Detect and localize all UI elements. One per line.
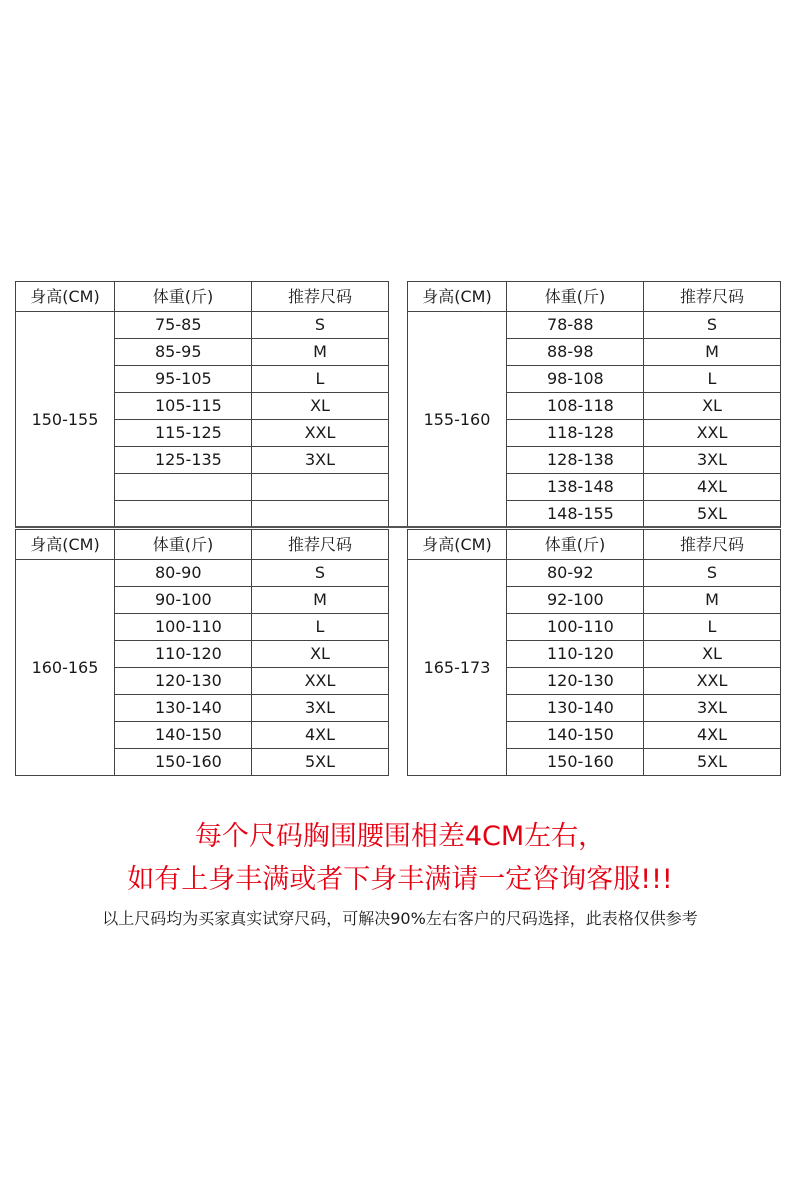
size-cell: 3XL (644, 447, 781, 474)
size-cell: XXL (644, 420, 781, 447)
weight-cell: 128-138 (507, 447, 644, 474)
weight-cell: 130-140 (115, 695, 252, 722)
header-size: 推荐尺码 (252, 282, 389, 312)
size-cell: M (644, 339, 781, 366)
size-cell: XL (644, 393, 781, 420)
size-cell: 4XL (644, 722, 781, 749)
header-weight: 体重(斤) (507, 530, 644, 560)
weight-cell: 120-130 (507, 668, 644, 695)
header-size: 推荐尺码 (252, 530, 389, 560)
weight-cell: 140-150 (115, 722, 252, 749)
header-height: 身高(CM) (408, 282, 507, 312)
weight-cell: 150-160 (115, 749, 252, 776)
weight-cell: 80-92 (507, 560, 644, 587)
table-row (16, 312, 389, 339)
weight-cell: 88-98 (507, 339, 644, 366)
table-header-row (408, 530, 781, 560)
size-cell: XXL (644, 668, 781, 695)
notice-line-1: 每个尺码胸围腰围相差4CM左右， (194, 821, 606, 852)
disclaimer-text: 以上尺码均为买家真实试穿尺码，可解决90%左右客户的尺码选择，此表格仅供参考 (102, 909, 698, 928)
size-cell: M (252, 587, 389, 614)
weight-cell: 115-125 (115, 420, 252, 447)
height-range-cell: 160-165 (16, 560, 115, 776)
size-cell: XL (252, 393, 389, 420)
size-cell (252, 501, 389, 528)
header-height: 身高(CM) (408, 530, 507, 560)
size-cell: M (644, 587, 781, 614)
size-cell: 5XL (252, 749, 389, 776)
weight-cell: 105-115 (115, 393, 252, 420)
table-header-row (408, 282, 781, 312)
weight-cell (115, 474, 252, 501)
header-weight: 体重(斤) (115, 282, 252, 312)
size-cell: XL (644, 641, 781, 668)
weight-cell: 138-148 (507, 474, 644, 501)
header-weight: 体重(斤) (507, 282, 644, 312)
weight-cell: 125-135 (115, 447, 252, 474)
weight-cell: 80-90 (115, 560, 252, 587)
header-size: 推荐尺码 (644, 530, 781, 560)
size-cell: L (644, 366, 781, 393)
weight-cell: 118-128 (507, 420, 644, 447)
size-cell: 5XL (644, 749, 781, 776)
height-range-cell: 165-173 (408, 560, 507, 776)
size-table-150-155 (15, 281, 389, 528)
weight-cell: 100-110 (507, 614, 644, 641)
size-cell: 5XL (644, 501, 781, 528)
size-cell: M (252, 339, 389, 366)
header-weight: 体重(斤) (115, 530, 252, 560)
size-table-160-165 (15, 529, 389, 776)
size-cell: 3XL (644, 695, 781, 722)
size-cell: 4XL (644, 474, 781, 501)
height-range-cell: 150-155 (16, 312, 115, 528)
size-cell: L (644, 614, 781, 641)
weight-cell: 90-100 (115, 587, 252, 614)
size-cell: XXL (252, 668, 389, 695)
weight-cell: 92-100 (507, 587, 644, 614)
table-header-row (16, 530, 389, 560)
weight-cell (115, 501, 252, 528)
weight-cell: 85-95 (115, 339, 252, 366)
weight-cell: 98-108 (507, 366, 644, 393)
table-row (408, 312, 781, 339)
height-range-cell: 155-160 (408, 312, 507, 528)
weight-cell: 95-105 (115, 366, 252, 393)
weight-cell: 130-140 (507, 695, 644, 722)
table-row (16, 560, 389, 587)
table-divider (15, 526, 780, 528)
weight-cell: 110-120 (115, 641, 252, 668)
size-cell: L (252, 614, 389, 641)
weight-cell: 78-88 (507, 312, 644, 339)
header-height: 身高(CM) (16, 530, 115, 560)
weight-cell: 148-155 (507, 501, 644, 528)
size-cell: S (252, 312, 389, 339)
size-cell: S (644, 560, 781, 587)
weight-cell: 100-110 (115, 614, 252, 641)
weight-cell: 75-85 (115, 312, 252, 339)
weight-cell: 110-120 (507, 641, 644, 668)
size-cell: XXL (252, 420, 389, 447)
weight-cell: 140-150 (507, 722, 644, 749)
size-cell: L (252, 366, 389, 393)
notice-line-2: 如有上身丰满或者下身丰满请一定咨询客服!!! (127, 864, 673, 895)
weight-cell: 150-160 (507, 749, 644, 776)
size-table-165-173 (407, 529, 781, 776)
weight-cell: 120-130 (115, 668, 252, 695)
size-cell: 4XL (252, 722, 389, 749)
weight-cell: 108-118 (507, 393, 644, 420)
size-table-155-160 (407, 281, 781, 528)
header-size: 推荐尺码 (644, 282, 781, 312)
size-cell: 3XL (252, 695, 389, 722)
table-header-row (16, 282, 389, 312)
size-cell (252, 474, 389, 501)
table-row (408, 560, 781, 587)
size-cell: XL (252, 641, 389, 668)
size-cell: S (252, 560, 389, 587)
size-cell: S (644, 312, 781, 339)
header-height: 身高(CM) (16, 282, 115, 312)
size-cell: 3XL (252, 447, 389, 474)
